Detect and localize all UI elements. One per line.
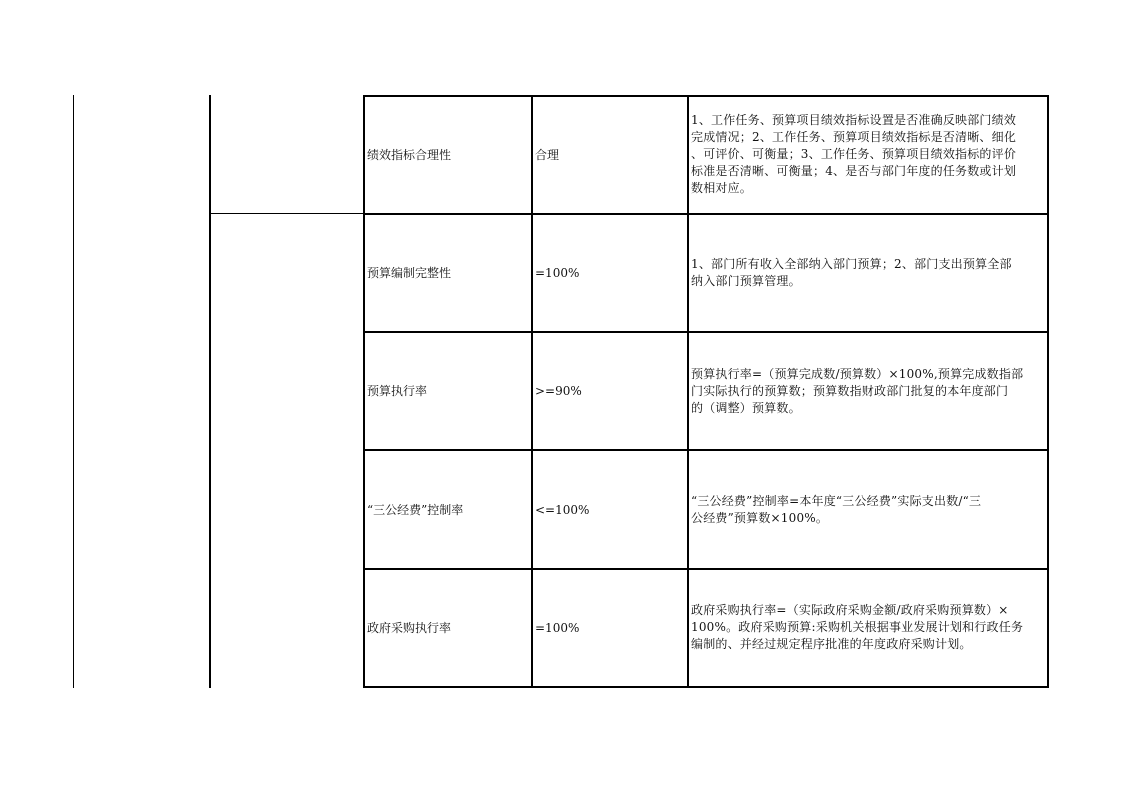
description-line: 的（调整）预算数。 bbox=[691, 401, 801, 415]
group-divider bbox=[209, 213, 364, 214]
indicator-description bbox=[691, 366, 1023, 417]
description-line: 纳入部门预算管理。 bbox=[691, 274, 801, 288]
indicator-description bbox=[691, 256, 1012, 290]
description-line: 公经费”预算数×100%。 bbox=[691, 511, 829, 525]
description-line: 数相对应。 bbox=[691, 181, 753, 195]
col-border-5 bbox=[687, 95, 689, 688]
description-line: 1、工作任务、预算项目绩效指标设置是否准确反映部门绩效 bbox=[691, 113, 1017, 127]
description-line: 1、部门所有收入全部纳入部门预算；2、部门支出预算全部 bbox=[691, 257, 1012, 271]
indicator-name: 预算编制完整性 bbox=[367, 266, 452, 280]
description-line: “三公经费”控制率=本年度“三公经费”实际支出数/“三 bbox=[691, 494, 982, 508]
col-border-6 bbox=[1047, 95, 1049, 688]
target-value: <=100% bbox=[535, 502, 590, 517]
description-line: 编制的、并经过规定程序批准的年度政府采购计划。 bbox=[691, 637, 972, 651]
description-line: 、可评价、可衡量；3、工作任务、预算项目绩效指标的评价 bbox=[691, 147, 1017, 161]
col-border-1 bbox=[73, 95, 74, 688]
description-line: 标准是否清晰、可衡量；4、是否与部门年度的任务数或计划 bbox=[691, 164, 1017, 178]
row-border-3 bbox=[363, 449, 1049, 451]
row-border-4 bbox=[363, 568, 1049, 570]
target-value: =100% bbox=[535, 266, 580, 280]
indicator-description bbox=[691, 112, 1016, 197]
target-value: 合理 bbox=[535, 148, 560, 162]
indicator-name: 政府采购执行率 bbox=[367, 621, 452, 635]
description-line: 预算执行率=（预算完成数/预算数）×100%,预算完成数指部 bbox=[691, 367, 1024, 381]
target-value: =100% bbox=[535, 621, 580, 635]
indicator-name: 绩效指标合理性 bbox=[367, 148, 452, 162]
description-line: 完成情况；2、工作任务、预算项目绩效指标是否清晰、细化 bbox=[691, 130, 1017, 144]
row-border-2 bbox=[363, 331, 1049, 333]
row-border-1 bbox=[363, 213, 1049, 215]
col-border-3 bbox=[363, 95, 365, 688]
indicator-description bbox=[691, 493, 981, 527]
indicator-description bbox=[691, 602, 1023, 653]
indicator-name: 预算执行率 bbox=[367, 384, 428, 398]
row-border-bottom bbox=[363, 686, 1049, 688]
col-border-2 bbox=[209, 95, 211, 688]
col-border-4 bbox=[531, 95, 533, 688]
target-value: >=90% bbox=[535, 384, 582, 398]
indicator-name: “三公经费”控制率 bbox=[367, 502, 464, 517]
description-line: 100%。政府采购预算:采购机关根据事业发展计划和行政任务 bbox=[691, 620, 1024, 634]
description-line: 政府采购执行率=（实际政府采购金额/政府采购预算数）× bbox=[691, 603, 1009, 617]
row-border-top bbox=[363, 95, 1049, 97]
description-line: 门实际执行的预算数；预算数指财政部门批复的本年度部门 bbox=[691, 384, 1009, 398]
